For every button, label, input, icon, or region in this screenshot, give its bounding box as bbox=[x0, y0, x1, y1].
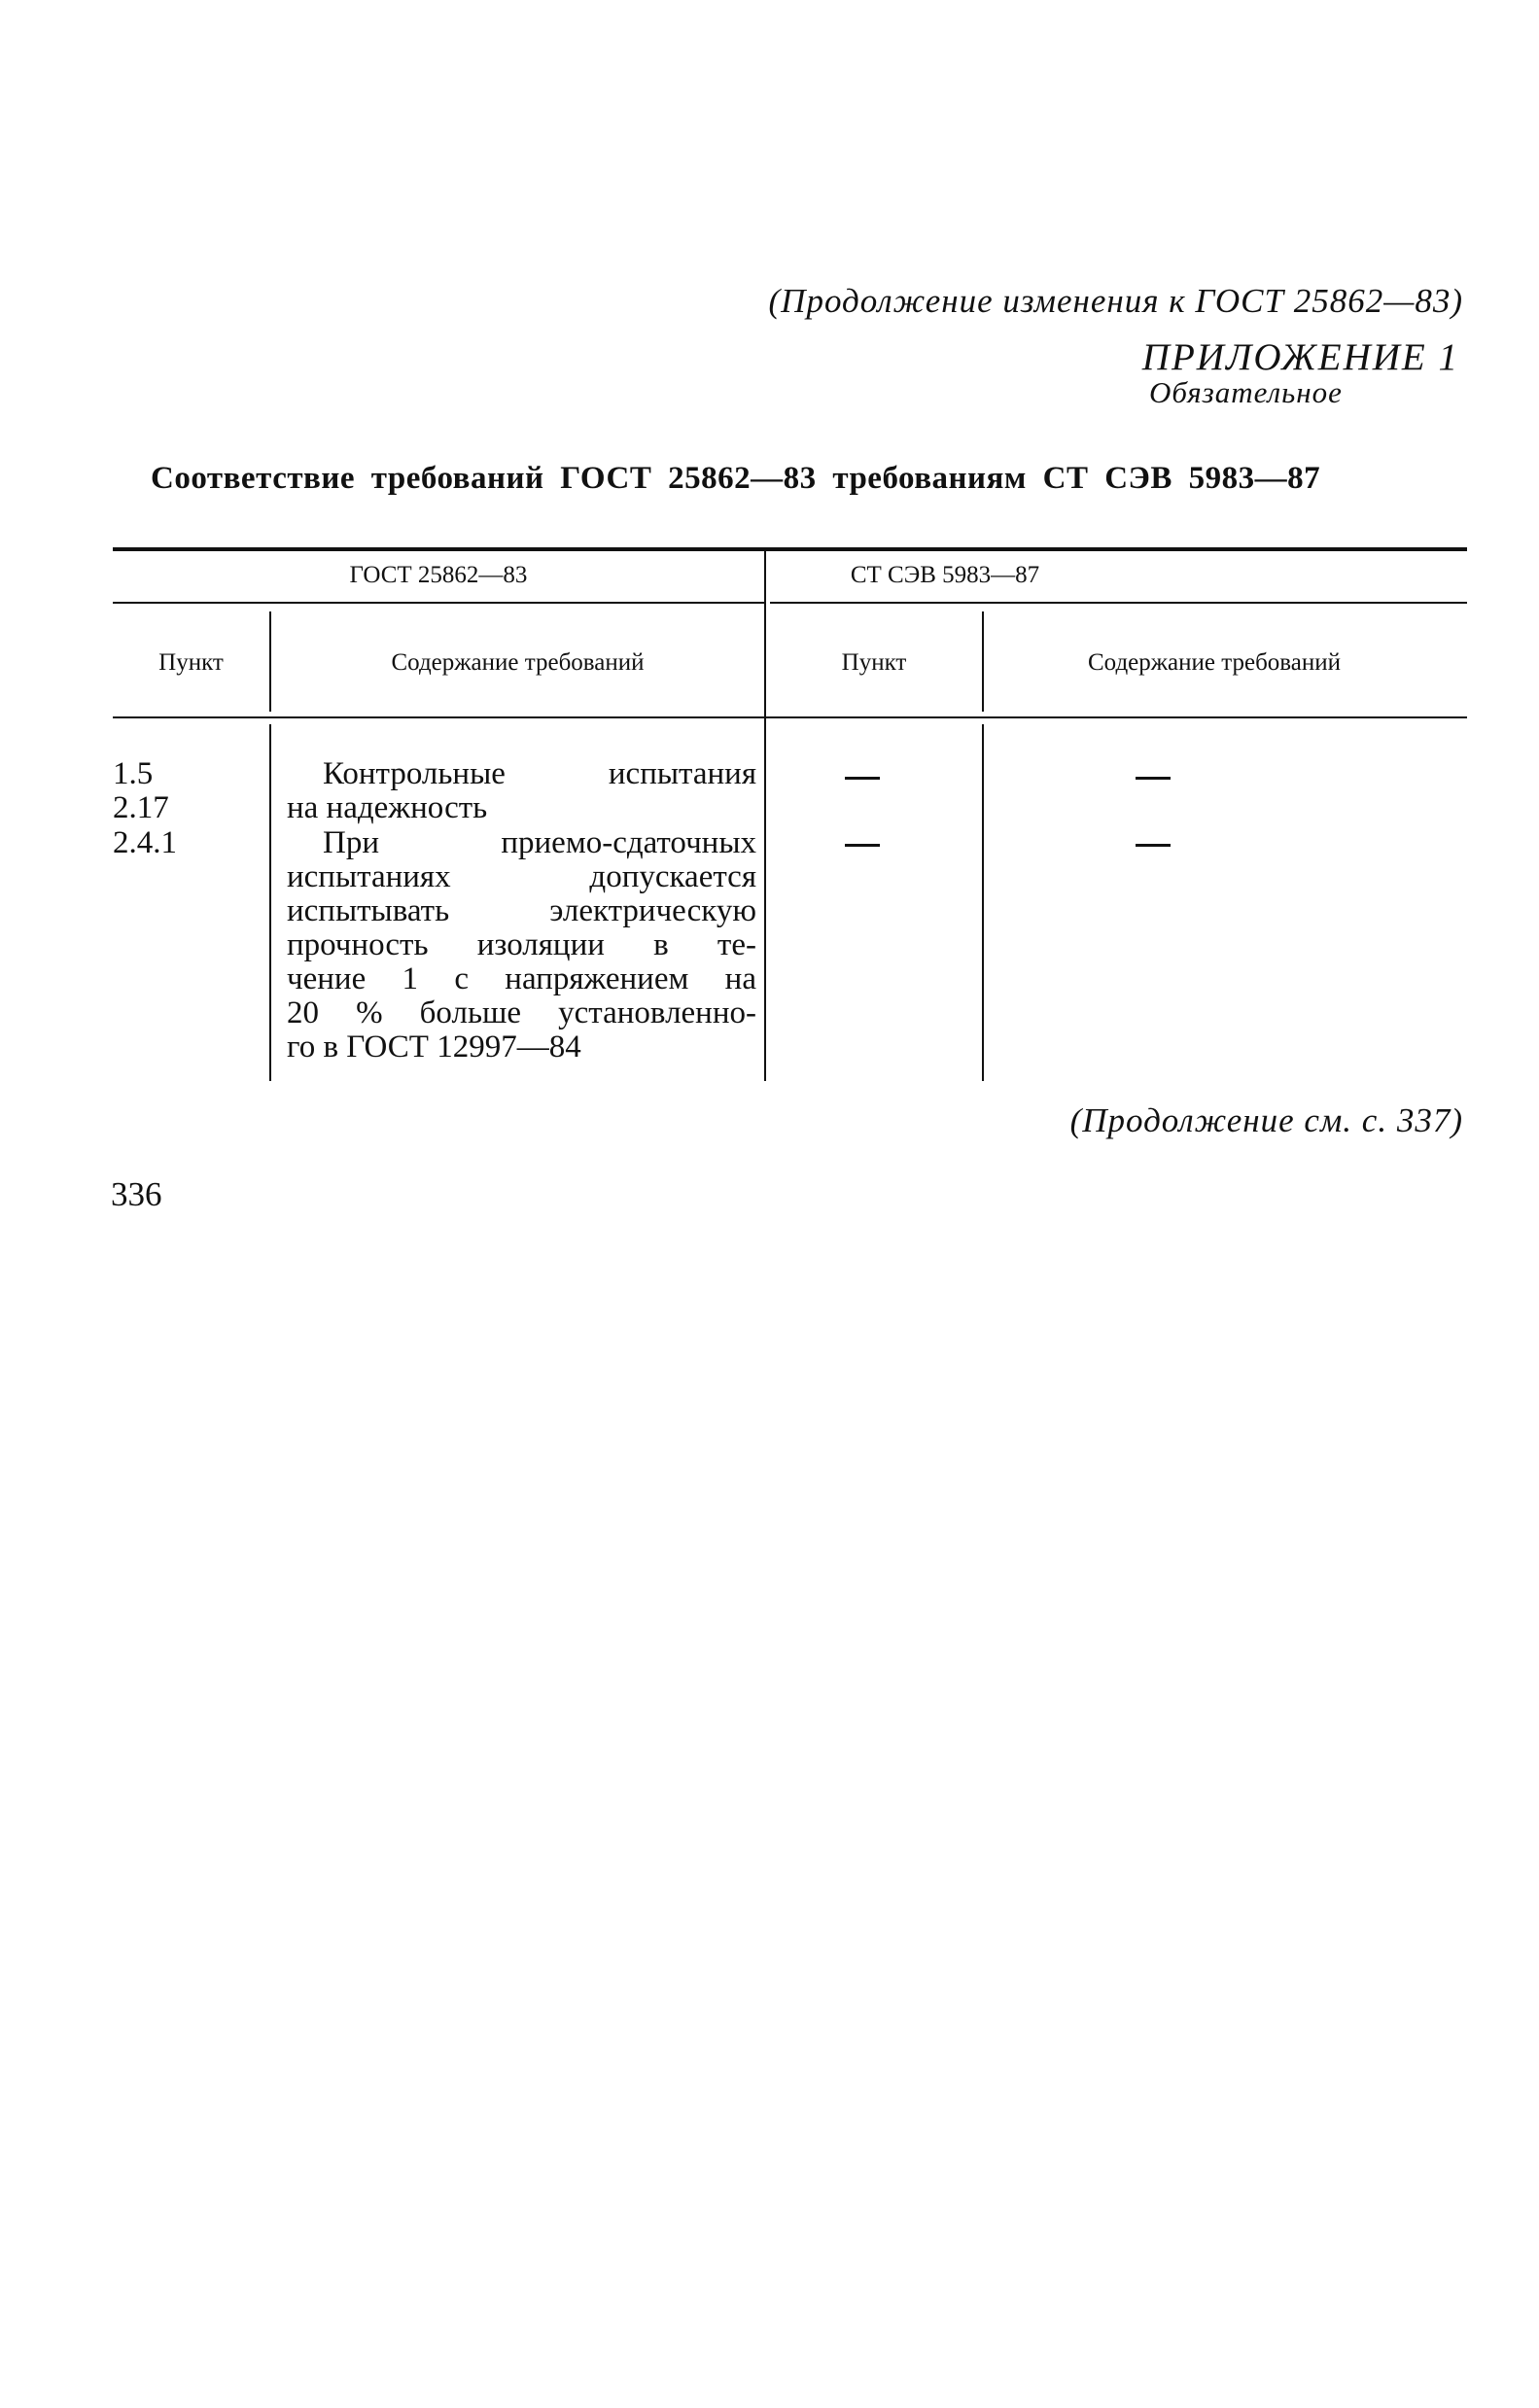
continuation-note-top: (Продолжение изменения к ГОСТ 25862—83) bbox=[768, 282, 1463, 320]
group-header-st-sev: СТ СЭВ 5983—87 bbox=[850, 562, 1040, 588]
row-1-requirement-line: Контрольные испытания bbox=[323, 756, 756, 791]
table-title: Соответствие требований ГОСТ 25862—83 требованиям СТ СЭВ 5983—87 bbox=[151, 461, 1321, 496]
row-1-clause-2: 2.17 bbox=[113, 790, 169, 825]
table-body-divider-right bbox=[982, 724, 984, 1081]
appendix-title: ПРИЛОЖЕНИЕ 1 bbox=[1141, 336, 1459, 378]
table-top-rule bbox=[113, 547, 1467, 551]
page-number: 336 bbox=[111, 1175, 162, 1213]
column-header-sev-content: Содержание требований bbox=[1088, 649, 1341, 676]
column-header-gost-content: Содержание требований bbox=[391, 649, 645, 676]
row-2-requirement-line: го в ГОСТ 12997—84 bbox=[287, 1030, 581, 1064]
appendix-status: Обязательное bbox=[1149, 375, 1343, 409]
row-2-requirement-line: испытывать электрическую bbox=[287, 893, 756, 928]
table-group-rule-right bbox=[770, 602, 1467, 604]
row-1-requirement-line: на надежность bbox=[287, 790, 488, 825]
table-body-divider-left bbox=[269, 724, 271, 1081]
table-group-rule-left bbox=[113, 602, 764, 604]
table-header-bottom-rule bbox=[113, 716, 1467, 718]
row-1-sev-content-dash bbox=[1136, 777, 1171, 780]
row-2-requirement-line: При приемо-сдаточных bbox=[323, 825, 756, 860]
row-1-requirement bbox=[287, 757, 756, 825]
row-1-sev-clause-dash bbox=[845, 777, 880, 780]
table-divider-center bbox=[764, 551, 766, 1081]
row-2-clause-1: 2.4.1 bbox=[113, 825, 177, 860]
row-2-requirement-line: чение 1 с напряжением на bbox=[287, 961, 756, 996]
column-header-gost-clause: Пункт bbox=[158, 649, 224, 676]
continuation-note-bottom: (Продолжение см. с. 337) bbox=[1069, 1101, 1463, 1139]
row-2-requirement-line: 20 % больше установленно- bbox=[287, 995, 756, 1030]
row-1-clause-1: 1.5 bbox=[113, 756, 154, 791]
row-2-requirement-line: прочность изоляции в те- bbox=[287, 927, 756, 962]
row-2-sev-clause-dash bbox=[845, 844, 880, 847]
row-2-requirement bbox=[287, 826, 756, 1064]
requirements-table bbox=[0, 0, 1539, 1099]
row-2-sev-content-dash bbox=[1136, 844, 1171, 847]
group-header-gost: ГОСТ 25862—83 bbox=[349, 562, 528, 588]
column-header-sev-clause: Пункт bbox=[841, 649, 907, 676]
row-2-requirement-line: испытаниях допускается bbox=[287, 859, 756, 894]
